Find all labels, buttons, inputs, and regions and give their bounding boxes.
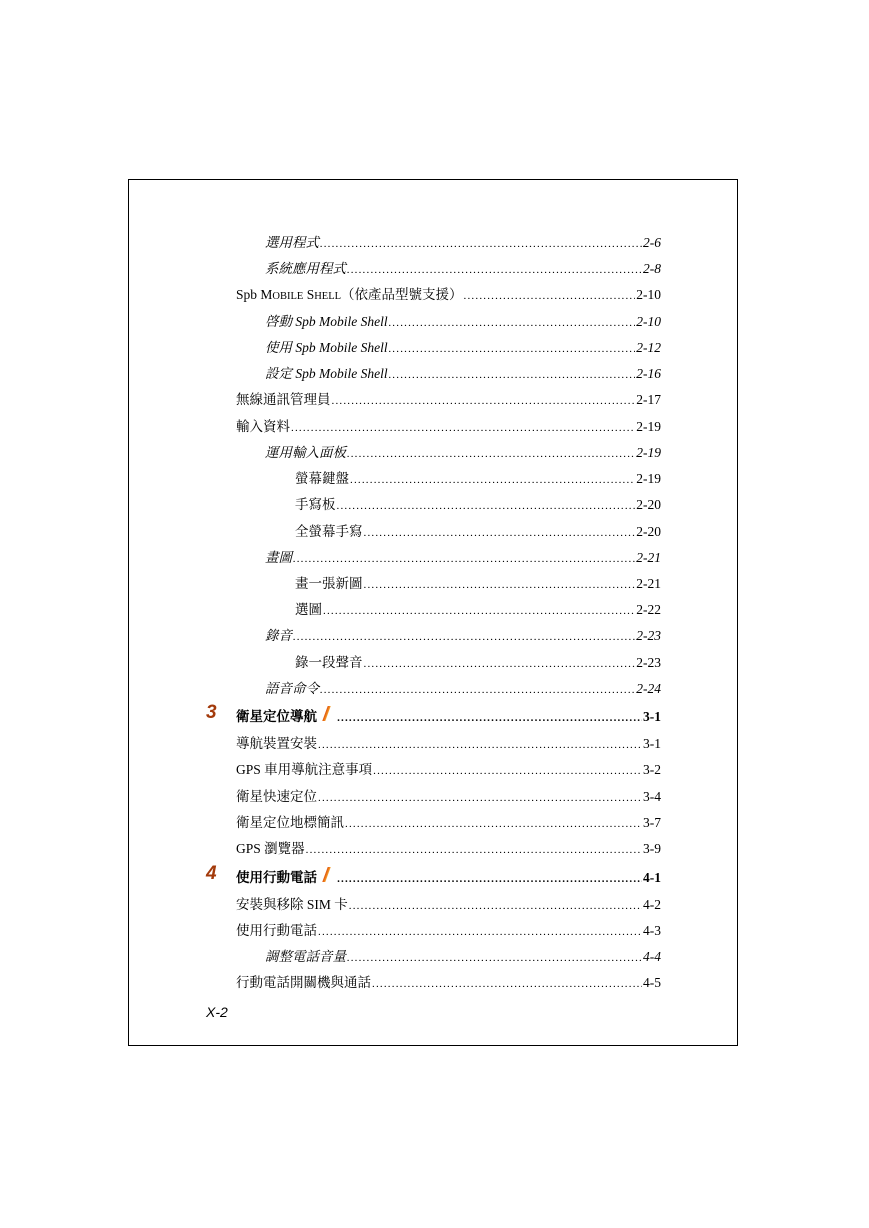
toc-chapter-entry[interactable]: 衛星定位導航 ..... 3-1 [236,705,661,725]
toc-entry[interactable]: GPS 車用導航注意事項 ..... 3-2 [236,758,661,778]
toc-entry[interactable]: 語音命令 ..... 2-24 [265,677,661,697]
toc-entry[interactable]: 導航裝置安裝 ..... 3-1 [236,732,661,752]
toc-entry[interactable]: 使用 Spb Mobile Shell ..... 2-12 [265,336,661,356]
toc-entry[interactable]: 系統應用程式 ..... 2-8 [265,257,661,277]
toc-entry[interactable]: 無線通訊管理員 ..... 2-17 [236,388,661,408]
page-number: X-2 [206,1004,228,1020]
toc-entry[interactable]: 手寫板 ..... 2-20 [295,493,661,513]
toc-entry[interactable]: 衛星快速定位 ..... 3-4 [236,785,661,805]
toc-entry[interactable]: 錄音 ..... 2-23 [265,624,661,644]
toc-entry[interactable]: 選圖 ..... 2-22 [295,598,661,618]
chapter-number: 4 [206,863,217,884]
chapter-number: 3 [206,702,217,723]
toc-chapter-entry[interactable]: 使用行動電話 ..... 4-1 [236,866,661,886]
toc-entry[interactable]: 輸入資料 ..... 2-19 [236,415,661,435]
toc-entry[interactable]: 使用行動電話 ..... 4-3 [236,919,661,939]
toc-entry[interactable]: 衛星定位地標簡訊 ..... 3-7 [236,811,661,831]
toc-entry[interactable]: 選用程式 ..... 2-6 [265,231,661,251]
toc-entry[interactable]: 畫一張新圖 ..... 2-21 [295,572,661,592]
toc-entry[interactable]: 畫圖 ..... 2-21 [265,546,661,566]
toc-entry[interactable]: 安裝與移除 SIM 卡 ..... 4-2 [236,893,661,913]
toc-entry[interactable]: GPS 瀏覽器 ..... 3-9 [236,837,661,857]
toc-entry[interactable]: 調整電話音量 ..... 4-4 [265,945,661,965]
chapter-marker-icon [322,706,331,721]
toc-entry[interactable]: 運用輸入面板 ..... 2-19 [265,441,661,461]
toc-entry[interactable]: 設定 Spb Mobile Shell ..... 2-16 [265,362,661,382]
chapter-marker-icon [322,867,331,882]
toc-entry[interactable]: 啓動 Spb Mobile Shell ..... 2-10 [265,310,661,330]
toc-entry[interactable]: 行動電話開關機與通話 ..... 4-5 [236,971,661,991]
toc-entry[interactable]: Spb MOBILE SHELL（依產品型號支援） ..... 2-10 [236,283,661,303]
toc-entry[interactable]: 錄一段聲音 ..... 2-23 [295,651,661,671]
toc-entry[interactable]: 全螢幕手寫 ..... 2-20 [295,520,661,540]
toc-entry[interactable]: 螢幕鍵盤 ..... 2-19 [295,467,661,487]
